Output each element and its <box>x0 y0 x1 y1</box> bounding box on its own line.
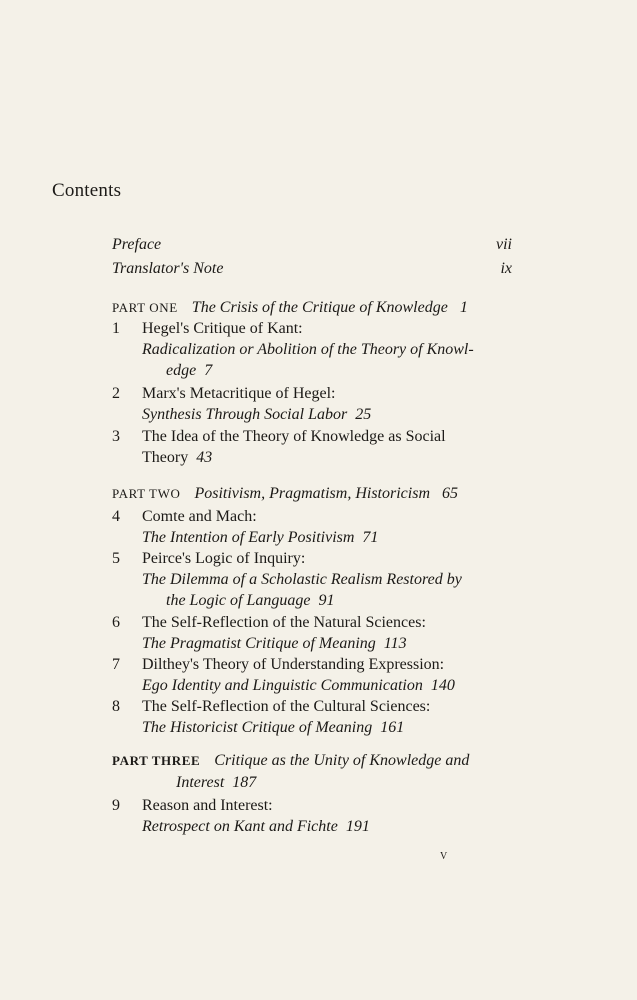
chapter-subtitle: The Historicist Critique of Meaning 161 <box>142 719 405 736</box>
chapter-number: 3 <box>112 428 120 445</box>
chapter-entry-4 <box>112 506 512 548</box>
chapter-subtitle-cont: edge 7 <box>166 362 213 379</box>
chapter-entry-6 <box>112 612 512 654</box>
chapter-subtitle-cont: the Logic of Language 91 <box>166 592 335 609</box>
chapter-page: 71 <box>362 529 379 546</box>
chapter-entry-8 <box>112 696 512 738</box>
page-folio: v <box>440 848 448 863</box>
chapter-page: 140 <box>430 677 455 694</box>
chapter-title: Hegel's Critique of Kant: <box>142 320 303 337</box>
chapter-entry-1 <box>112 318 512 381</box>
chapter-title-cont: Theory 43 <box>142 449 213 466</box>
chapter-title: Reason and Interest: <box>142 797 273 814</box>
chapter-number: 7 <box>112 656 120 673</box>
chapter-subtitle: The Intention of Early Positivism 71 <box>142 529 379 546</box>
chapter-title: Comte and Mach: <box>142 508 257 525</box>
chapter-title: The Self-Reflection of the Cultural Sciences: <box>142 698 431 715</box>
chapter-number: 5 <box>112 550 120 567</box>
chapter-subtitle: Retrospect on Kant and Fichte 191 <box>142 818 370 835</box>
chapter-number: 6 <box>112 614 120 631</box>
chapter-page: 191 <box>345 818 370 835</box>
chapter-page: 7 <box>204 362 213 379</box>
chapter-title: Dilthey's Theory of Understanding Expression: <box>142 656 445 673</box>
chapter-title: The Self-Reflection of the Natural Sciences: <box>142 614 426 631</box>
front-matter-page: vii <box>496 236 512 253</box>
chapter-number: 9 <box>112 797 120 814</box>
part-page: 65 <box>442 485 458 502</box>
chapter-subtitle: Ego Identity and Linguistic Communication 140 <box>142 677 455 694</box>
chapter-page: 25 <box>355 406 372 423</box>
chapter-title: The Idea of the Theory of Knowledge as Social <box>142 428 446 445</box>
chapter-entry-3 <box>112 426 512 468</box>
front-matter-preface <box>112 236 512 260</box>
chapter-subtitle: Synthesis Through Social Labor 25 <box>142 406 372 423</box>
part-two-heading <box>112 483 512 505</box>
front-matter-title: Translator's Note <box>112 260 224 277</box>
part-one-heading <box>112 297 512 319</box>
front-matter-translators-note <box>112 260 512 284</box>
page-title: Contents <box>52 180 122 201</box>
chapter-entry-5 <box>112 548 512 611</box>
chapter-page: 161 <box>380 719 405 736</box>
chapter-page: 113 <box>383 635 407 652</box>
chapter-number: 8 <box>112 698 120 715</box>
chapter-entry-9 <box>112 795 512 837</box>
chapter-title: Peirce's Logic of Inquiry: <box>142 550 306 567</box>
part-title-cont: Interest 187 <box>176 774 257 791</box>
chapter-number: 2 <box>112 385 120 402</box>
chapter-number: 4 <box>112 508 120 525</box>
chapter-page: 91 <box>318 592 335 609</box>
part-label: PART THREE <box>112 753 201 768</box>
chapter-subtitle: The Dilemma of a Scholastic Realism Restored by <box>142 571 462 588</box>
part-title: The Crisis of the Critique of Knowledge <box>191 299 448 316</box>
part-label: PART TWO <box>112 486 181 501</box>
part-page: 1 <box>459 299 468 316</box>
chapter-subtitle: Radicalization or Abolition of the Theory of Knowl- <box>142 341 474 358</box>
part-three-heading <box>112 750 512 794</box>
front-matter-title: Preface <box>112 236 162 253</box>
chapter-number: 1 <box>112 320 120 337</box>
chapter-subtitle: The Pragmatist Critique of Meaning 113 <box>142 635 407 652</box>
part-page: 187 <box>232 774 257 791</box>
chapter-entry-2 <box>112 383 512 425</box>
chapter-page: 43 <box>196 449 213 466</box>
part-title: Critique as the Unity of Knowledge and <box>214 752 470 769</box>
part-label: PART ONE <box>112 300 178 315</box>
front-matter-list <box>112 236 512 284</box>
chapter-entry-7 <box>112 654 512 696</box>
chapter-title: Marx's Metacritique of Hegel: <box>142 385 336 402</box>
part-title: Positivism, Pragmatism, Historicism <box>194 485 430 502</box>
front-matter-page: ix <box>500 260 512 277</box>
